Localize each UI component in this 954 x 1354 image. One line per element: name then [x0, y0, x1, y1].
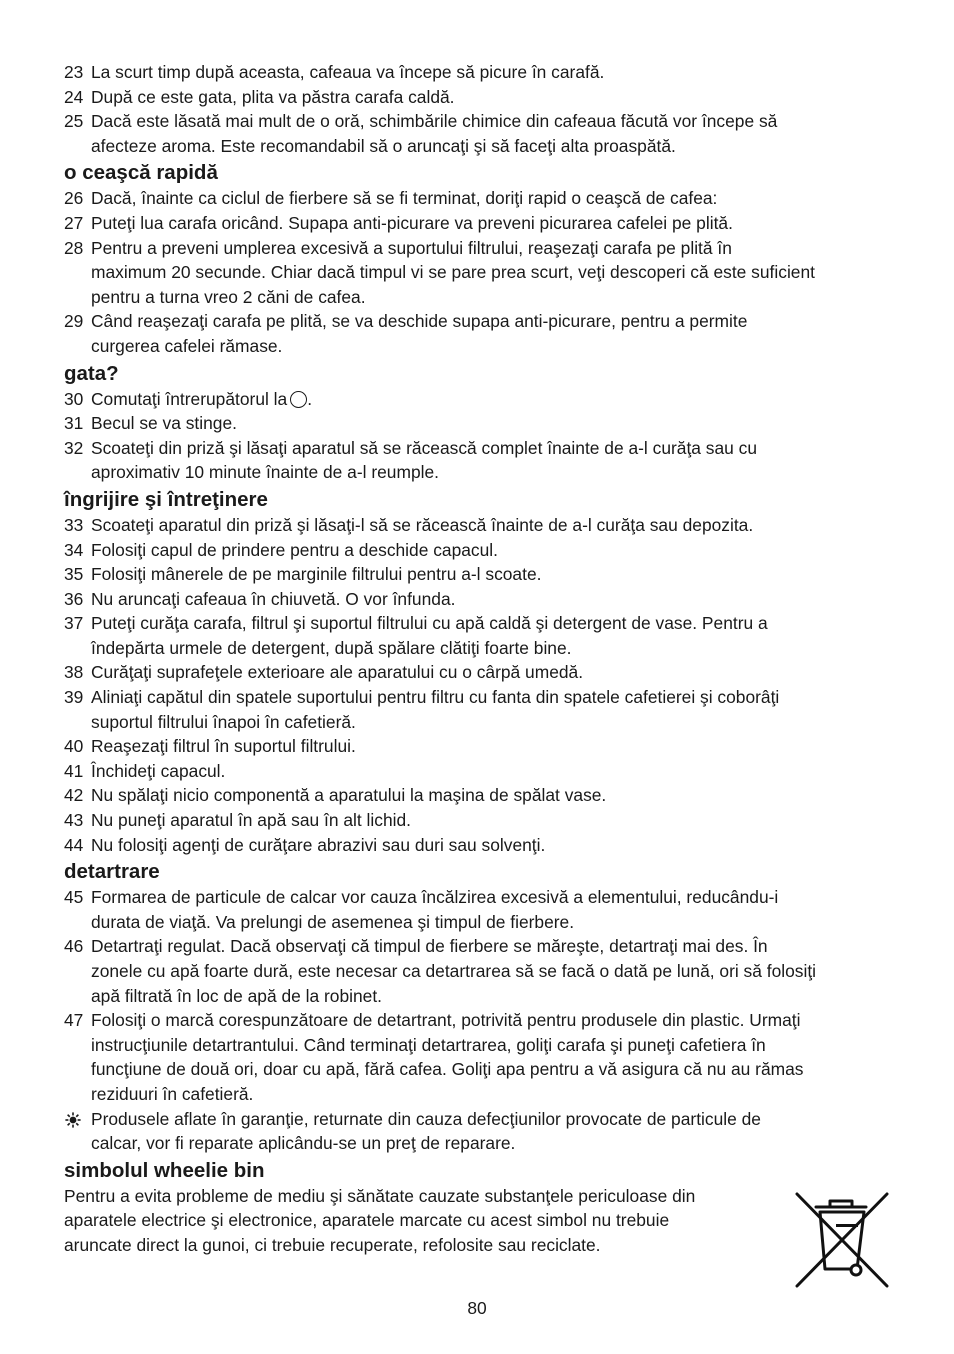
item-text-line — [91, 562, 890, 587]
item-text-line: Aliniaţi capătul din spatele suportului pentru filtru cu fanta din spatele cafetierei şi coborâţi — [91, 687, 780, 708]
item-text-line: Folosiţi o marcă corespunzătoare de detartrant, potrivită pentru produsele din plastic. Urmaţi — [91, 1010, 801, 1031]
item-text: Puteţi lua carafa oricând. Supapa anti-picurare va preveni picurarea cafelei pe plită. — [91, 212, 733, 233]
list-item — [64, 587, 890, 612]
item-number: 34 — [64, 539, 84, 560]
item-text-line — [91, 759, 890, 784]
item-text: Dacă, înainte ca ciclul de fierbere să se fi terminat, doriţi rapid o ceaşcă de cafea: — [91, 188, 718, 209]
item-text-line — [91, 734, 890, 759]
page-number: 80 — [467, 1298, 487, 1318]
item-text-line: instrucţiunile detartrantului. Când terminaţi detartrarea, goliţi carafa şi puneţi cafetiera în — [91, 1034, 766, 1055]
item-text: Comutaţi întrerupătorul la — [91, 388, 288, 409]
item-text: Reaşezaţi filtrul în suportul filtrului. — [91, 736, 356, 757]
item-number: 45 — [64, 887, 84, 908]
item-text: Folosiţi capul de prindere pentru a deschide capacul. — [91, 539, 498, 560]
paragraph-line: Pentru a evita probleme de mediu şi sănătate cauzate substanţele periculoase din — [64, 1185, 696, 1206]
list-item — [64, 660, 890, 685]
item-text-line: suportul filtrului înapoi în cafetieră. — [91, 711, 356, 732]
list-item — [64, 211, 890, 236]
item-text-line: funcţiune de două ori, doar cu apă, fără cafea. Goliţi apa pentru a vă asigura că nu au rămas — [91, 1059, 804, 1080]
list-item — [64, 387, 890, 412]
item-text-line: îndepărta urmele de detergent, după spălare clătiţi foarte bine. — [91, 637, 572, 658]
item-text-line: calcar, vor fi reparate aplicându-se un preţ de reparare. — [91, 1133, 516, 1154]
item-text-line: Puteţi curăţa carafa, filtrul şi suportul filtrului cu apă caldă şi detergent de vase. Pentru a — [91, 613, 768, 634]
item-number: 31 — [64, 413, 84, 434]
item-number: 24 — [64, 86, 84, 107]
item-text: Curăţaţi suprafeţele exterioare ale aparatului cu o cârpă umedă. — [91, 662, 584, 683]
item-text: Închideţi capacul. — [91, 760, 226, 781]
item-text: Nu aruncaţi cafeaua în chiuvetă. O vor înfunda. — [91, 588, 456, 609]
list-item — [64, 885, 890, 934]
item-text-line: apă filtrată în loc de apă de la robinet. — [91, 985, 383, 1006]
list-item — [64, 759, 890, 784]
item-text: La scurt timp după aceasta, cafeaua va începe să picure în carafă. — [91, 62, 605, 82]
list-item — [64, 1107, 890, 1156]
item-text-line — [91, 60, 890, 85]
list-item — [64, 186, 890, 211]
list-item — [64, 783, 890, 808]
power-off-circle-icon — [290, 391, 307, 408]
item-text-line: Detartraţi regulat. Dacă observaţi că timpul de fierbere se măreşte, detartraţi mai des. În — [91, 936, 768, 957]
item-number: 46 — [64, 936, 84, 957]
item-text-line: pentru a turna vreo 2 căni de cafea. — [91, 286, 366, 307]
item-text-line: zonele cu apă foarte dură, este necesar ca detartrarea să se facă o dată pe lună, ori să folosiţi — [91, 961, 817, 981]
item-text-line — [91, 387, 890, 412]
item-text-line: reziduuri în cafetieră. — [91, 1083, 254, 1104]
item-text-line: Formarea de particule de calcar vor cauza încălzirea excesivă a elementului, reducându-i — [91, 887, 779, 908]
item-number: 26 — [64, 188, 84, 209]
list-item — [64, 109, 890, 158]
item-text: Scoateţi aparatul din priză şi lăsaţi-l să se răcească înainte de a-l curăţa sau depozita. — [91, 514, 754, 535]
crossed-out-wheelie-bin-icon — [794, 1190, 890, 1290]
item-text-suffix: . — [307, 388, 313, 409]
item-text-line: maximum 20 secunde. Chiar dacă timpul vi se pare prea scurt, veţi descoperi că este suficient — [91, 262, 815, 283]
item-text-line — [91, 211, 890, 236]
item-number: 47 — [64, 1010, 84, 1031]
list-item — [64, 436, 890, 485]
item-number: 29 — [64, 311, 84, 332]
list-item — [64, 85, 890, 110]
item-text-line: afecteze aroma. Este recomandabil să o aruncaţi şi să faceţi alta proaspătă. — [91, 135, 676, 156]
list-item — [64, 236, 890, 310]
paragraph-line: aruncate direct la gunoi, ci trebuie recuperate, refolosite sau reciclate. — [64, 1234, 601, 1255]
item-number: 37 — [64, 613, 84, 634]
item-text-line — [91, 833, 890, 858]
item-text: Nu folosiţi agenţi de curăţare abrazivi sau duri sau solvenţi. — [91, 834, 546, 855]
list-item — [64, 562, 890, 587]
item-text: După ce este gata, plita va păstra carafa caldă. — [91, 86, 455, 107]
list-item — [64, 538, 890, 563]
item-number: 40 — [64, 736, 84, 757]
item-text-line — [91, 538, 890, 563]
item-text-line — [91, 186, 890, 211]
item-number: 25 — [64, 111, 84, 132]
item-number: 32 — [64, 437, 84, 458]
item-text-line: Produsele aflate în garanţie, returnate din cauza defecţiunilor provocate de particule de — [91, 1108, 761, 1129]
sun-icon — [65, 1112, 81, 1128]
item-text: Folosiţi mânerele de pe marginile filtrului pentru a-l scoate. — [91, 564, 542, 585]
list-item — [64, 513, 890, 538]
item-number: 30 — [64, 388, 84, 409]
item-text-line — [91, 587, 890, 612]
section-heading: detartrare — [64, 860, 160, 884]
item-text: Becul se va stinge. — [91, 413, 237, 434]
item-number: 23 — [64, 62, 84, 82]
list-item — [64, 734, 890, 759]
list-item — [64, 685, 890, 734]
list-item — [64, 309, 890, 358]
document-body — [64, 60, 890, 1258]
item-number: 42 — [64, 785, 84, 806]
item-text-line — [91, 808, 890, 833]
item-number: 27 — [64, 212, 84, 233]
list-item — [64, 934, 890, 1008]
item-text-line: aproximativ 10 minute înainte de a-l reumple. — [91, 462, 439, 483]
list-item — [64, 60, 890, 85]
item-number: 39 — [64, 687, 84, 708]
item-number: 36 — [64, 588, 84, 609]
list-item — [64, 611, 890, 660]
item-text-line — [91, 660, 890, 685]
item-number: 28 — [64, 237, 84, 258]
item-text-line — [91, 513, 890, 538]
list-item — [64, 1008, 890, 1106]
list-item — [64, 833, 890, 858]
item-text-line: Când reaşezaţi carafa pe plită, se va deschide supapa anti-picurare, pentru a permite — [91, 311, 748, 332]
item-text: Nu spălaţi nicio componentă a aparatului la maşina de spălat vase. — [91, 785, 607, 806]
item-number: 44 — [64, 834, 84, 855]
list-item — [64, 411, 890, 436]
item-text-line: Scoateţi din priză şi lăsaţi aparatul să se răcească complet înainte de a-l curăţa sau cu — [91, 437, 758, 458]
item-text-line — [91, 85, 890, 110]
item-text-line: curgerea cafelei rămase. — [91, 335, 283, 356]
item-number: 38 — [64, 662, 84, 683]
item-number: 41 — [64, 760, 84, 781]
paragraph — [64, 1184, 784, 1258]
item-text-line — [91, 411, 890, 436]
item-number: 35 — [64, 564, 84, 585]
section-heading: îngrijire şi întreţinere — [64, 487, 268, 511]
item-text: Nu puneţi aparatul în apă sau în alt lichid. — [91, 810, 412, 831]
list-item — [64, 808, 890, 833]
item-text-line — [91, 783, 890, 808]
item-text-line: Dacă este lăsată mai mult de o oră, schimbările chimice din cafeaua făcută vor începe să — [91, 111, 778, 132]
section-heading: gata? — [64, 361, 119, 385]
item-number: 43 — [64, 810, 84, 831]
item-number: 33 — [64, 514, 84, 535]
section-heading: simbolul wheelie bin — [64, 1158, 265, 1182]
section-heading: o ceaşcă rapidă — [64, 161, 218, 185]
item-text-line: Pentru a preveni umplerea excesivă a suportului filtrului, reaşezaţi carafa pe plită în — [91, 237, 732, 258]
item-text-line: durata de viaţă. Va prelungi de asemenea şi timpul de fierbere. — [91, 911, 575, 932]
paragraph-line: aparatele electrice şi electronice, aparatele marcate cu acest simbol nu trebuie — [64, 1210, 670, 1231]
